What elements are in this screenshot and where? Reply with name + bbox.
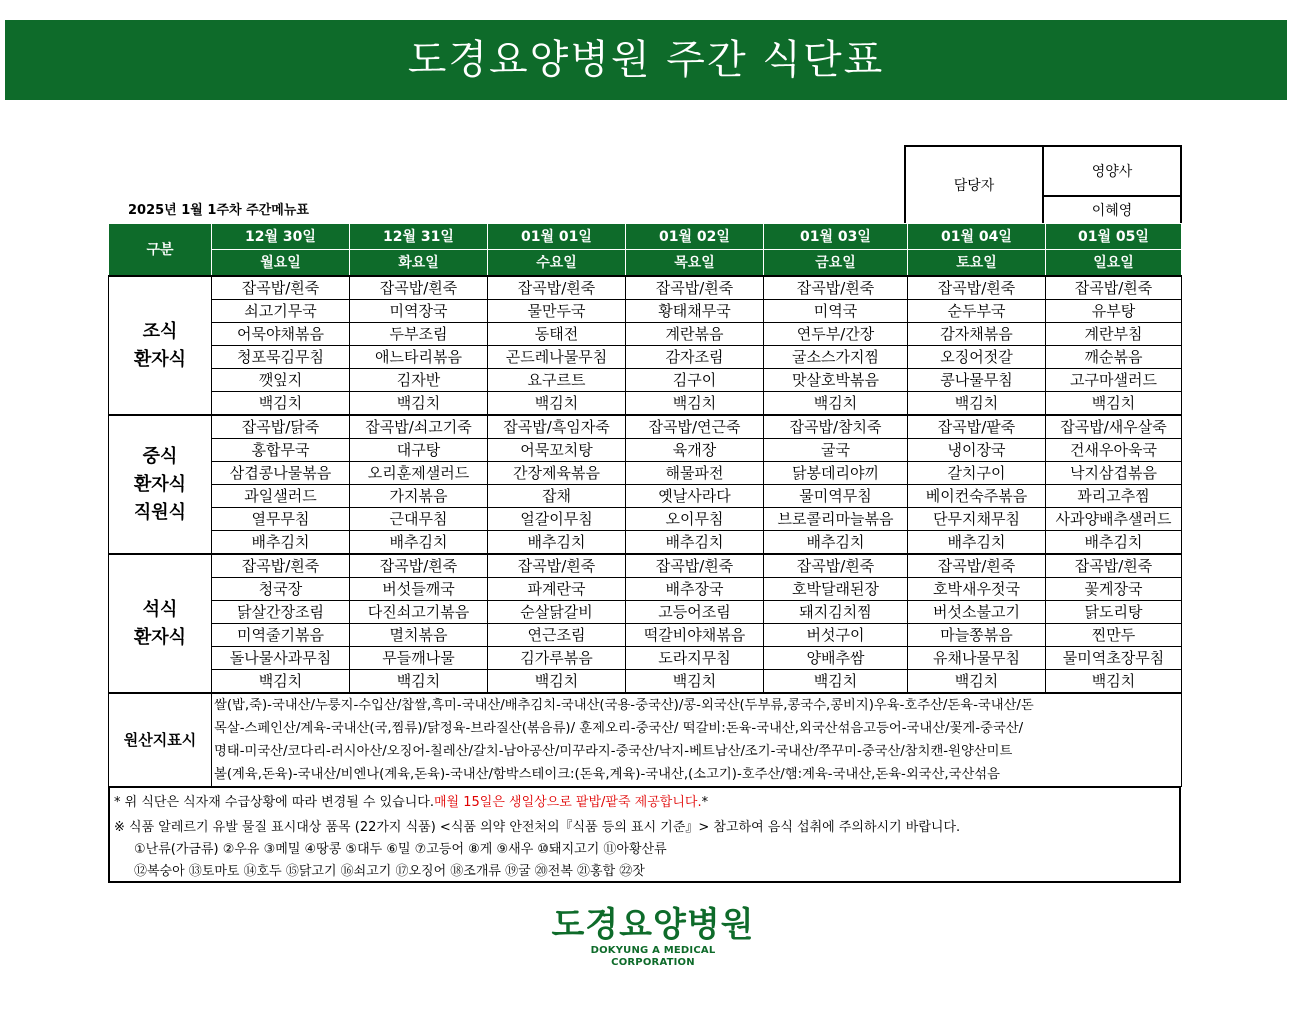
weekday-header: 토요일 <box>908 250 1046 277</box>
menu-cell: 잡곡밥/흑임자죽 <box>488 415 626 439</box>
menu-cell: 잡곡밥/흰죽 <box>488 554 626 578</box>
menu-cell: 백김치 <box>626 670 764 694</box>
menu-cell: 갈치구이 <box>908 462 1046 485</box>
origin-line: 목살-스페인산/계육-국내산(국,찜류)/닭정육-브라질산(볶음류)/ 훈제오리-중국산/ 떡갈비:돈육-국내산,외국산섞음고등어-국내산/꽃게-중국산/ <box>214 721 1024 736</box>
menu-cell: 배추김치 <box>626 531 764 555</box>
menu-cell: 맛살호박볶음 <box>764 369 908 392</box>
menu-cell: 파계란국 <box>488 578 626 601</box>
menu-cell: 사과양배추샐러드 <box>1046 508 1182 531</box>
menu-cell: 호박달래된장 <box>764 578 908 601</box>
menu-cell: 대구탕 <box>350 439 488 462</box>
menu-cell: 열무무침 <box>212 508 350 531</box>
weekday-header: 목요일 <box>626 250 764 277</box>
menu-cell: 백김치 <box>212 392 350 416</box>
menu-cell: 배추김치 <box>908 531 1046 555</box>
menu-cell: 도라지무침 <box>626 647 764 670</box>
menu-cell: 곤드레나물무침 <box>488 346 626 369</box>
meal-label <box>109 415 212 554</box>
menu-cell: 찐만두 <box>1046 624 1182 647</box>
menu-cell: 호박새우젓국 <box>908 578 1046 601</box>
meal-label-line: 중식 <box>142 445 178 467</box>
menu-cell: 닭봉데리야끼 <box>764 462 908 485</box>
menu-cell: 고등어조림 <box>626 601 764 624</box>
meal-label <box>109 554 212 693</box>
menu-cell: 버섯들깨국 <box>350 578 488 601</box>
menu-cell: 오리훈제샐러드 <box>350 462 488 485</box>
menu-cell: 육개장 <box>626 439 764 462</box>
menu-cell: 낙지삼겹볶음 <box>1046 462 1182 485</box>
date-header: 12월 31일 <box>350 224 488 250</box>
date-header: 01월 05일 <box>1046 224 1182 250</box>
menu-cell: 홍합무국 <box>212 439 350 462</box>
weekday-header: 월요일 <box>212 250 350 277</box>
menu-cell: 백김치 <box>488 392 626 416</box>
menu-cell: 멸치볶음 <box>350 624 488 647</box>
menu-cell: 백김치 <box>764 392 908 416</box>
menu-cell: 배추김치 <box>1046 531 1182 555</box>
notes-allergy-text: ※ 식품 알레르기 유발 물질 표시대상 품목 (22가지 식품) <식품 의약 안전처의『식품 등의 표시 기준』> 참고하여 음식 섭취에 주의하시기 바랍니다. <box>114 820 961 835</box>
menu-cell: 오징어젓갈 <box>908 346 1046 369</box>
menu-cell: 순살닭갈비 <box>488 601 626 624</box>
menu-cell: 떡갈비야채볶음 <box>626 624 764 647</box>
meal-label-line: 환자식 <box>133 473 187 495</box>
notes-change-text: * 위 식단은 식자재 수급상황에 따라 변경될 수 있습니다. <box>114 795 434 810</box>
menu-cell: 돌나물사과무침 <box>212 647 350 670</box>
menu-cell: 청포묵김무침 <box>212 346 350 369</box>
menu-cell: 삼겹콩나물볶음 <box>212 462 350 485</box>
menu-cell: 잡곡밥/흰죽 <box>626 554 764 578</box>
date-header: 01월 01일 <box>488 224 626 250</box>
menu-cell: 간장제육볶음 <box>488 462 626 485</box>
menu-cell: 애느타리볶음 <box>350 346 488 369</box>
menu-cell: 물미역무침 <box>764 485 908 508</box>
weekday-header: 금요일 <box>764 250 908 277</box>
menu-cell: 잡곡밥/흰죽 <box>350 554 488 578</box>
menu-cell: 백김치 <box>212 670 350 694</box>
menu-cell: 과일샐러드 <box>212 485 350 508</box>
menu-cell: 미역장국 <box>350 300 488 323</box>
menu-cell: 잡곡밥/쇠고기죽 <box>350 415 488 439</box>
menu-cell: 잡곡밥/흰죽 <box>908 276 1046 300</box>
menu-cell: 잡곡밥/새우살죽 <box>1046 415 1182 439</box>
dietitian-name: 이혜영 <box>1043 196 1181 224</box>
menu-table <box>108 223 1182 787</box>
approval-box <box>904 145 1182 225</box>
menu-cell: 백김치 <box>764 670 908 694</box>
menu-cell: 동태전 <box>488 323 626 346</box>
menu-cell: 배추김치 <box>350 531 488 555</box>
menu-cell: 백김치 <box>488 670 626 694</box>
menu-cell: 백김치 <box>350 670 488 694</box>
menu-cell: 콩나물무침 <box>908 369 1046 392</box>
notes-box <box>108 787 1181 883</box>
menu-cell: 굴소스가지찜 <box>764 346 908 369</box>
menu-cell: 배추장국 <box>626 578 764 601</box>
hospital-logo <box>548 905 758 969</box>
weekday-header: 화요일 <box>350 250 488 277</box>
menu-cell: 건새우아욱국 <box>1046 439 1182 462</box>
menu-cell: 오이무침 <box>626 508 764 531</box>
menu-cell: 잡곡밥/흰죽 <box>1046 554 1182 578</box>
menu-cell: 백김치 <box>350 392 488 416</box>
menu-cell: 꽈리고추찜 <box>1046 485 1182 508</box>
menu-cell: 김자반 <box>350 369 488 392</box>
menu-cell: 백김치 <box>626 392 764 416</box>
menu-cell: 배추김치 <box>764 531 908 555</box>
menu-cell: 미역줄기볶음 <box>212 624 350 647</box>
menu-cell: 김가루볶음 <box>488 647 626 670</box>
menu-cell: 계란부침 <box>1046 323 1182 346</box>
menu-cell: 잡곡밥/연근죽 <box>626 415 764 439</box>
menu-cell: 마늘쫑볶음 <box>908 624 1046 647</box>
menu-cell: 고구마샐러드 <box>1046 369 1182 392</box>
date-header: 12월 30일 <box>212 224 350 250</box>
menu-cell: 잡곡밥/팥죽 <box>908 415 1046 439</box>
meal-label-line: 직원식 <box>133 501 187 523</box>
menu-cell: 단무지채무침 <box>908 508 1046 531</box>
menu-cell: 배추김치 <box>212 531 350 555</box>
weekday-header: 일요일 <box>1046 250 1182 277</box>
page-title: 도경요양병원 주간 식단표 <box>5 20 1287 100</box>
menu-cell: 브로콜리마늘볶음 <box>764 508 908 531</box>
meal-label-line: 환자식 <box>133 348 187 370</box>
menu-cell: 무들깨나물 <box>350 647 488 670</box>
menu-cell: 어묵야채볶음 <box>212 323 350 346</box>
menu-cell: 미역국 <box>764 300 908 323</box>
menu-cell: 냉이장국 <box>908 439 1046 462</box>
menu-cell: 잡곡밥/닭죽 <box>212 415 350 439</box>
menu-cell: 유채나물무침 <box>908 647 1046 670</box>
menu-cell: 옛날사라다 <box>626 485 764 508</box>
menu-cell: 잡곡밥/흰죽 <box>764 276 908 300</box>
menu-cell: 잡곡밥/흰죽 <box>212 276 350 300</box>
menu-cell: 연두부/간장 <box>764 323 908 346</box>
menu-cell: 가지볶음 <box>350 485 488 508</box>
menu-cell: 돼지김치찜 <box>764 601 908 624</box>
meal-label <box>109 276 212 415</box>
manager-label: 담당자 <box>905 146 1043 224</box>
menu-cell: 순두부국 <box>908 300 1046 323</box>
date-header: 01월 04일 <box>908 224 1046 250</box>
origin-text <box>212 693 1182 787</box>
menu-cell: 굴국 <box>764 439 908 462</box>
menu-cell: 유부탕 <box>1046 300 1182 323</box>
menu-cell: 잡곡밥/참치죽 <box>764 415 908 439</box>
menu-cell: 청국장 <box>212 578 350 601</box>
menu-cell: 감자채볶음 <box>908 323 1046 346</box>
origin-label: 원산지표시 <box>109 693 212 787</box>
menu-cell: 꽃게장국 <box>1046 578 1182 601</box>
menu-cell: 잡채 <box>488 485 626 508</box>
menu-cell: 닭도리탕 <box>1046 601 1182 624</box>
notes-line-1 <box>114 791 708 810</box>
menu-cell: 잡곡밥/흰죽 <box>764 554 908 578</box>
menu-cell: 잡곡밥/흰죽 <box>908 554 1046 578</box>
dietitian-label: 영양사 <box>1043 146 1181 196</box>
date-header: 01월 02일 <box>626 224 764 250</box>
menu-cell: 잡곡밥/흰죽 <box>488 276 626 300</box>
menu-cell: 황태채무국 <box>626 300 764 323</box>
menu-cell: 다진쇠고기볶음 <box>350 601 488 624</box>
weekday-header: 수요일 <box>488 250 626 277</box>
origin-line: 볼(계육,돈육)-국내산/비엔나(계육,돈육)-국내산/함박스테이크:(돈육,계육)-국내산,(소고기)-호주산/햄:계육-국내산,돈육-외국산,국산섞음 <box>214 767 1000 782</box>
menu-cell: 양배추쌈 <box>764 647 908 670</box>
menu-cell: 백김치 <box>1046 392 1182 416</box>
notes-allergy-list-2: ⑫복숭아 ⑬토마토 ⑭호두 ⑮닭고기 ⑯쇠고기 ⑰오징어 ⑱조개류 ⑲굴 ⑳전복 ㉑홍합 ㉒잣 <box>134 864 645 879</box>
menu-cell: 물미역초장무침 <box>1046 647 1182 670</box>
menu-cell: 요구르트 <box>488 369 626 392</box>
menu-cell: 어묵꼬치탕 <box>488 439 626 462</box>
menu-cell: 베이컨숙주볶음 <box>908 485 1046 508</box>
menu-cell: 백김치 <box>908 670 1046 694</box>
notes-birthday-text: 매월 15일은 생일상으로 팥밥/팥죽 제공합니다. <box>433 795 702 810</box>
menu-cell: 감자조림 <box>626 346 764 369</box>
menu-cell: 버섯소불고기 <box>908 601 1046 624</box>
menu-cell: 김구이 <box>626 369 764 392</box>
menu-cell: 잡곡밥/흰죽 <box>1046 276 1182 300</box>
menu-cell: 백김치 <box>1046 670 1182 694</box>
gubun-header: 구분 <box>109 224 212 277</box>
menu-cell: 연근조림 <box>488 624 626 647</box>
menu-cell: 깨순볶음 <box>1046 346 1182 369</box>
menu-cell: 잡곡밥/흰죽 <box>350 276 488 300</box>
menu-cell: 계란볶음 <box>626 323 764 346</box>
notes-allergy-list-1: ①난류(가금류) ②우유 ③메밀 ④땅콩 ⑤대두 ⑥밀 ⑦고등어 ⑧게 ⑨새우 ⑩돼지고기 ⑪아황산류 <box>134 842 667 857</box>
meal-label-line: 석식 <box>142 598 178 620</box>
menu-cell: 근대무침 <box>350 508 488 531</box>
menu-cell: 깻잎지 <box>212 369 350 392</box>
logo-english: DOKYUNG A MEDICAL CORPORATION <box>590 945 716 968</box>
logo-korean: 도경요양병원 <box>551 905 755 945</box>
origin-line: 명태-미국산/코다리-러시아산/오징어-칠레산/갈치-남아공산/미꾸라지-중국산/낙지-베트남산/조기-국내산/쭈꾸미-중국산/참치캔-원양산미트 <box>214 744 1013 759</box>
week-label: 2025년 1월 1주차 주간메뉴표 <box>128 203 309 218</box>
menu-cell: 해물파전 <box>626 462 764 485</box>
menu-cell: 백김치 <box>908 392 1046 416</box>
menu-cell: 잡곡밥/흰죽 <box>212 554 350 578</box>
menu-cell: 얼갈이무침 <box>488 508 626 531</box>
notes-line-end: * <box>701 795 709 810</box>
menu-cell: 쇠고기무국 <box>212 300 350 323</box>
menu-cell: 닭살간장조림 <box>212 601 350 624</box>
origin-line: 쌀(밥,죽)-국내산/누룽지-수입산/찹쌀,흑미-국내산/배추김치-국내산(국용-중국산)/콩-외국산(두부류,콩국수,콩비지)우육-호주산/돈육-국내산/돈 <box>214 698 1034 713</box>
menu-cell: 잡곡밥/흰죽 <box>626 276 764 300</box>
date-header: 01월 03일 <box>764 224 908 250</box>
menu-cell: 물만두국 <box>488 300 626 323</box>
menu-cell: 배추김치 <box>488 531 626 555</box>
menu-cell: 두부조림 <box>350 323 488 346</box>
meal-label-line: 환자식 <box>133 626 187 648</box>
meal-label-line: 조식 <box>142 320 178 342</box>
menu-cell: 버섯구이 <box>764 624 908 647</box>
